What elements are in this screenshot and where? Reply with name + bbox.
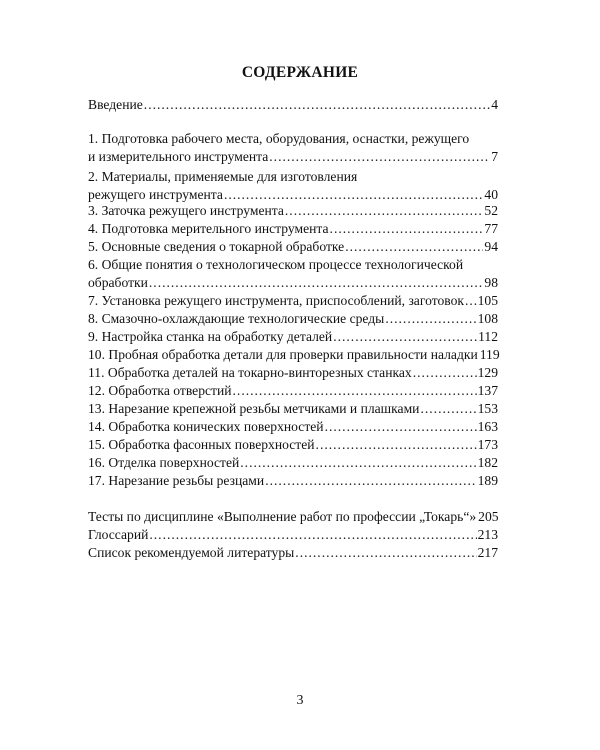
dot-leader [325,418,477,436]
dot-leader [385,310,476,328]
toc-entry-line [88,148,498,166]
toc-entry [88,382,498,400]
toc-entry-page: 129 [477,365,498,380]
toc-entry-line [88,454,498,472]
toc-entry-line [88,526,498,544]
toc-entry [88,168,498,204]
toc-entry-page: 105 [477,293,498,308]
toc-entry [88,220,498,238]
toc-entry-line [88,346,498,364]
toc-entry-page: 108 [477,311,498,326]
toc-entry [88,526,498,544]
toc-entry-text: 7. Установка режущего инструмента, приспособлений, заготовок [88,293,464,308]
toc-entry-line [88,274,498,292]
toc-entry-line [88,238,498,256]
toc-entry-text: 6. Общие понятия о технологическом процессе технологической [88,257,464,272]
toc-entry-text: Тесты по дисциплине «Выполнение работ по профессии „Токарь“» [88,509,477,524]
toc-entry [88,310,498,328]
toc-entry-page: 98 [484,275,498,290]
toc-entry [88,96,498,114]
toc-entry-page: 52 [484,203,498,218]
toc-entry [88,400,498,418]
dot-leader [233,382,477,400]
toc-entry-line [88,418,498,436]
dot-leader [420,400,476,418]
toc-entry-page: 40 [484,187,498,202]
toc-entry-page: 119 [479,347,500,362]
toc-entry-page: 205 [478,509,499,524]
toc-entry-text: Глоссарий [88,527,149,542]
toc-entry-page: 4 [491,97,498,112]
toc-entry-text: и измерительного инструмента [88,149,269,164]
dot-leader [330,220,484,238]
toc-entry-page: 213 [477,527,498,542]
toc-entry-line [88,436,498,454]
toc-entry-text: 9. Настройка станка на обработку деталей [88,329,333,344]
toc-entry-page: 217 [477,545,498,560]
dot-leader [149,274,484,292]
toc-entry-text: режущего инструмента [88,187,223,202]
dot-leader [345,238,483,256]
toc-entry-line [88,400,498,418]
toc-entry-text: 14. Обработка конических поверхностей [88,419,324,434]
toc-entry [88,418,498,436]
toc-entry-line [88,508,498,526]
dot-leader [285,202,484,220]
toc-entry-line [88,544,498,562]
toc-entry-text: 4. Подготовка мерительного инструмента [88,221,329,236]
toc-entry-line [88,292,498,310]
toc-entry-text: 15. Обработка фасонных поверхностей [88,437,315,452]
toc-entry [88,202,498,220]
toc-entry-line [88,202,498,220]
toc-entry-text: 16. Отделка поверхностей [88,455,240,470]
toc-entry [88,256,498,292]
dot-leader [465,292,477,310]
toc-entry-text: 10. Пробная обработка детали для проверки правильности наладки [88,347,478,362]
toc-entry [88,472,498,490]
toc-title: СОДЕРЖАНИЕ [241,64,359,81]
dot-leader [295,544,476,562]
toc-entry-page: 163 [477,419,498,434]
toc-entry-text: 5. Основные сведения о токарной обработке [88,239,345,254]
toc-entry-line [88,328,498,346]
toc-entry-line [88,382,498,400]
toc-entry-page: 112 [478,329,498,344]
toc-entry-text: 8. Смазочно-охлаждающие технологические среды [88,311,385,326]
toc-entry-page: 189 [477,473,498,488]
toc-entry [88,292,498,310]
toc-entry-text: 1. Подготовка рабочего места, оборудования, оснастки, режущего [88,131,470,146]
toc-entry [88,544,498,562]
toc-entry [88,454,498,472]
dot-leader [149,526,476,544]
toc-entry-text: 3. Заточка режущего инструмента [88,203,284,218]
toc-entry-page: 137 [477,383,498,398]
toc-entry [88,508,498,526]
toc-entry-text: 2. Материалы, применяемые для изготовления [88,169,358,184]
toc-entry-text: 17. Нарезание резьбы резцами [88,473,265,488]
toc-entry [88,346,498,364]
dot-leader [240,454,476,472]
toc-entry [88,238,498,256]
toc-entry-page: 77 [484,221,498,236]
toc-entry-page: 94 [484,239,498,254]
toc-entry-page: 153 [477,401,498,416]
toc-entry-text: обработки [88,275,148,290]
toc-entry-line [88,220,498,238]
toc-entry-line [88,364,498,382]
toc-entry-line [88,472,498,490]
toc-entry-page: 7 [491,149,498,164]
toc-entry [88,130,498,166]
toc-entry-text: Введение [88,97,143,112]
dot-leader [265,472,476,490]
toc-entry-text: 11. Обработка деталей на токарно-винторезных станках [88,365,412,380]
toc-entry-text: 13. Нарезание крепежной резьбы метчиками и плашками [88,401,420,416]
toc-entry [88,436,498,454]
dot-leader [333,328,477,346]
toc-entry-page: 173 [477,437,498,452]
toc-entry-line [88,96,498,114]
page-number: 3 [296,693,304,708]
toc-entry-page: 182 [477,455,498,470]
dot-leader [413,364,477,382]
toc-entry [88,328,498,346]
toc-entry-text: Список рекомендуемой литературы [88,545,295,560]
dot-leader [316,436,477,454]
toc-entry [88,364,498,382]
toc-entry-text: 12. Обработка отверстий [88,383,232,398]
toc-entry-line [88,310,498,328]
dot-leader [144,96,490,114]
dot-leader [269,148,490,166]
